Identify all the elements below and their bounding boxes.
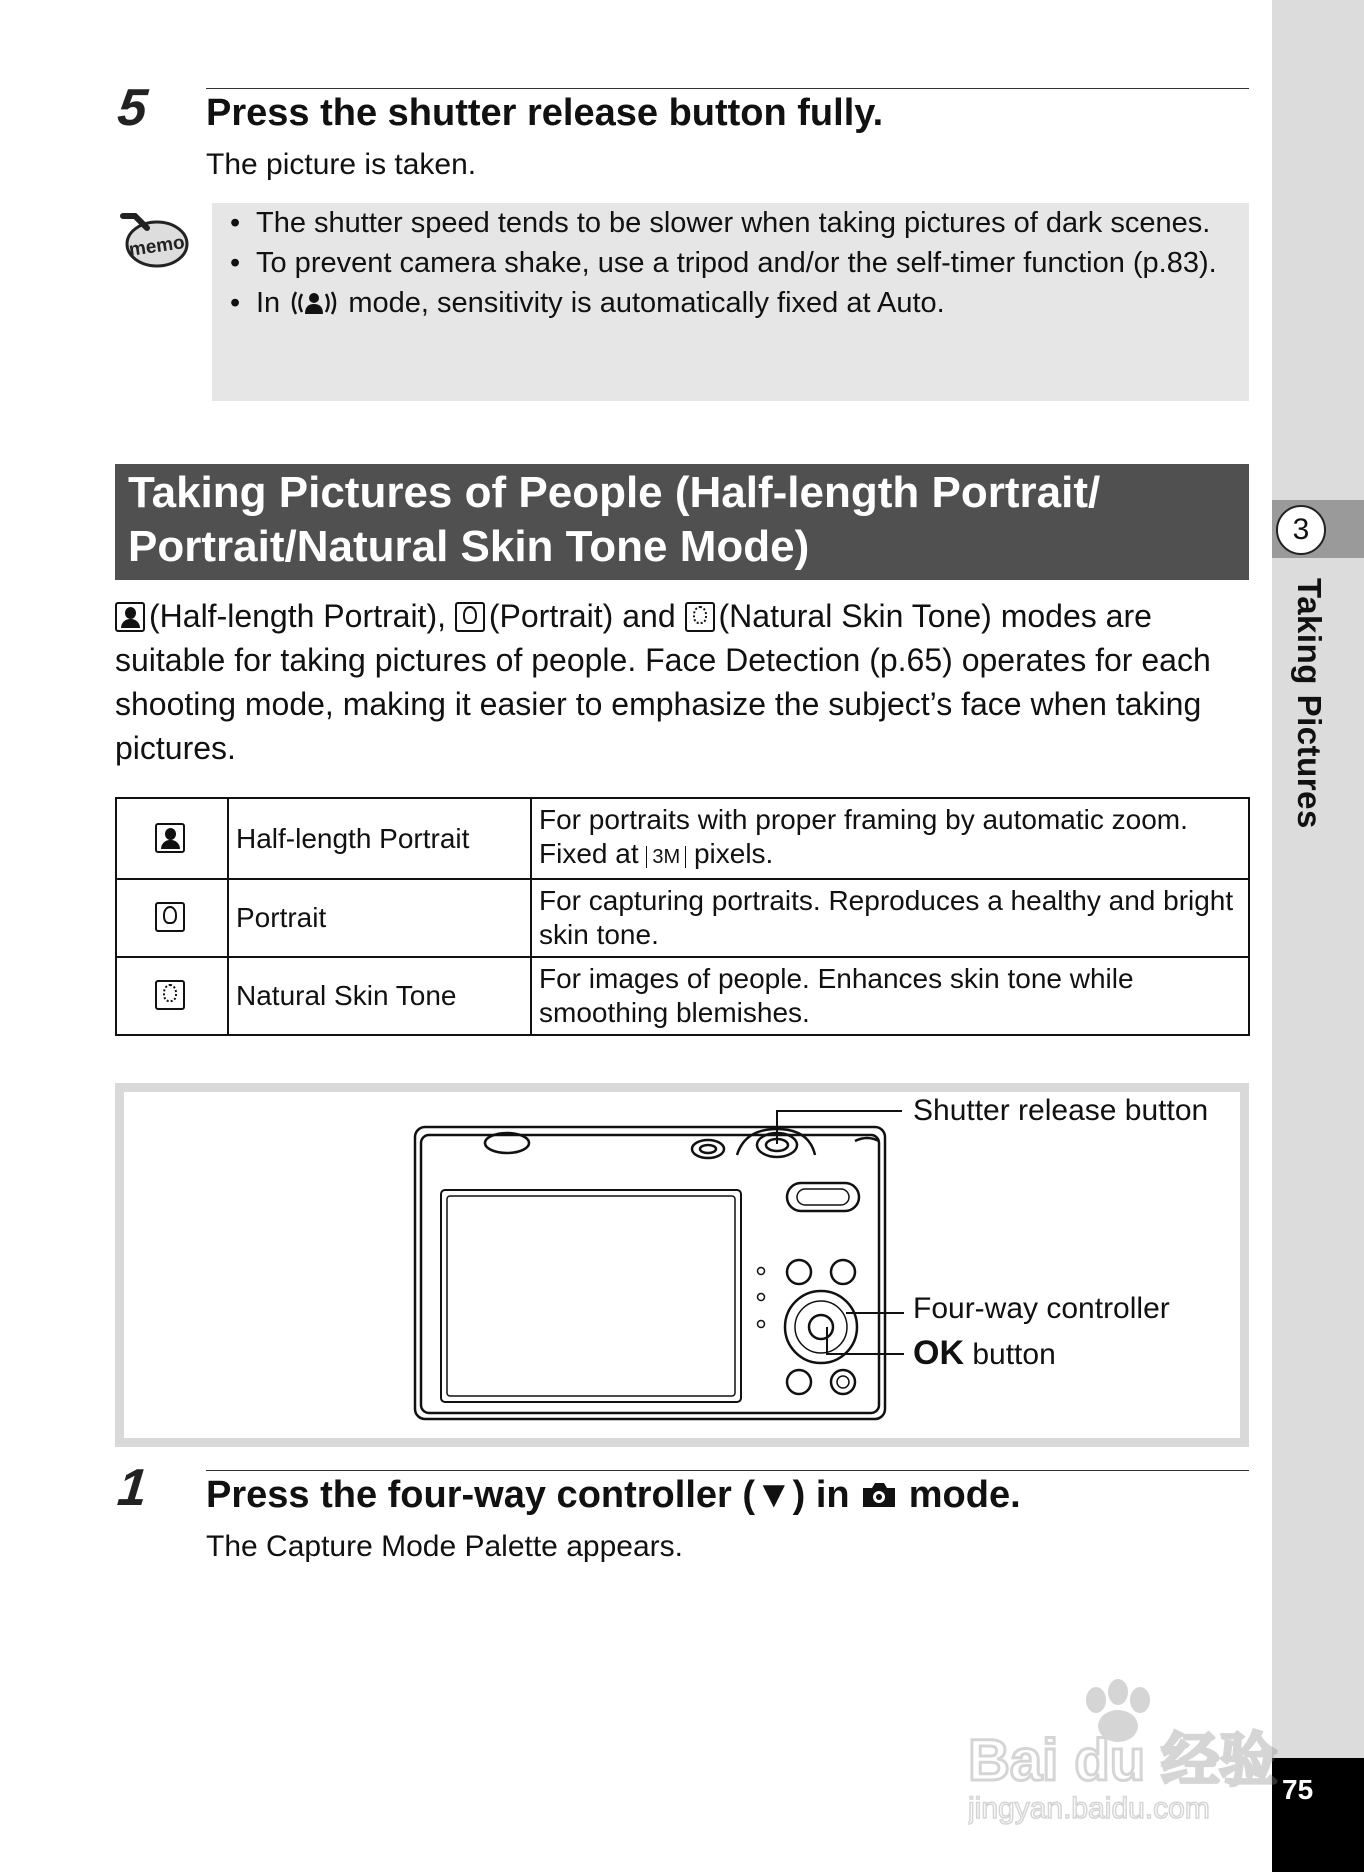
table-icon-cell — [116, 957, 228, 1035]
step-number: 5 — [114, 79, 150, 137]
mode-description-text: pixels. — [693, 838, 774, 869]
intro-part1: (Half-length Portrait), — [149, 598, 446, 634]
callout-line — [846, 1312, 904, 1314]
mode-description: For capturing portraits. Reproduces a healthy and bright skin tone. — [531, 879, 1249, 957]
intro-part2: (Portrait) and — [488, 598, 676, 634]
resolution-badge: 3M — [646, 846, 686, 868]
portrait-icon — [155, 902, 185, 932]
natural-skin-tone-icon — [155, 980, 185, 1010]
intro-part3: (Natural Skin Tone) modes are suitable for taking pictures of people. Face Detection (p.65) operates for each shooting mode, making it easier to emphasize the subject’s face when taking pictures. — [115, 598, 1211, 766]
step-text: The picture is taken. — [206, 148, 477, 181]
memo-item: • To prevent camera shake, use a tripod and/or the self-timer function (p.83). — [226, 245, 1236, 281]
table-row — [116, 957, 1249, 1035]
down-arrow-icon: ▼ — [755, 1474, 793, 1516]
memo-item: • The shutter speed tends to be slower when taking pictures of dark scenes. — [226, 205, 1236, 241]
memo-icon-label: memo — [127, 232, 186, 261]
modes-table — [115, 797, 1250, 1036]
step-number: 1 — [114, 1459, 150, 1517]
natural-skin-tone-icon — [685, 602, 715, 632]
table-row — [116, 798, 1249, 879]
memo-item — [226, 285, 1236, 321]
mode-name: Half-length Portrait — [228, 798, 531, 879]
section-title: Taking Pictures of People (Half-length Portrait/ Portrait/Natural Skin Tone Mode) — [128, 468, 1101, 571]
mode-description-text: For portraits with proper framing by automatic zoom. Fixed at — [539, 804, 1188, 869]
callout-line — [826, 1353, 904, 1355]
watermark-url: jingyan.baidu.com — [968, 1792, 1210, 1825]
half-length-portrait-icon — [115, 602, 145, 632]
step-divider — [206, 88, 1249, 89]
portrait-icon — [455, 602, 485, 632]
chapter-number: 3 — [1276, 505, 1326, 555]
mode-description: For images of people. Enhances skin tone while smoothing blemishes. — [531, 957, 1249, 1035]
step-title-part: Press the four-way controller ( — [206, 1474, 756, 1516]
mode-name: Natural Skin Tone — [228, 957, 531, 1035]
ok-label: OK — [913, 1334, 964, 1372]
memo-icon — [117, 208, 189, 272]
table-icon-cell — [116, 879, 228, 957]
step-title-part: ) in — [792, 1474, 850, 1516]
chapter-title: Taking Pictures — [1291, 578, 1328, 829]
callout-line — [826, 1327, 828, 1355]
digital-sr-icon — [288, 289, 340, 317]
half-length-portrait-icon — [155, 823, 185, 853]
table-icon-cell — [116, 798, 228, 879]
step-title — [206, 1474, 1021, 1517]
shutter-release-callout: Shutter release button — [913, 1094, 1209, 1127]
step-title: Press the shutter release button fully. — [206, 92, 884, 134]
page-number: 75 — [1282, 1774, 1314, 1805]
step-title-part: mode. — [908, 1474, 1021, 1516]
memo-item-prefix: In — [256, 287, 281, 319]
watermark-brand: Bai du 经验 — [968, 1728, 1278, 1793]
table-row — [116, 879, 1249, 957]
ok-button-label: button — [972, 1338, 1056, 1371]
mode-description — [531, 798, 1249, 879]
step-divider — [206, 1470, 1249, 1471]
camera-mode-icon — [860, 1480, 898, 1510]
four-way-controller-callout: Four-way controller — [913, 1292, 1170, 1325]
chapter-sidebar — [1272, 0, 1364, 1872]
intro-paragraph — [115, 594, 1249, 770]
step-text: The Capture Mode Palette appears. — [206, 1530, 683, 1563]
callout-line — [778, 1110, 902, 1112]
baidu-watermark-logo — [968, 1670, 1278, 1830]
ok-button-callout — [913, 1334, 1056, 1373]
memo-item-text: mode, sensitivity is automatically fixed at Auto. — [348, 287, 945, 319]
callout-line — [776, 1110, 778, 1144]
camera-illustration — [405, 1105, 905, 1425]
memo-list — [226, 205, 1236, 325]
mode-name: Portrait — [228, 879, 531, 957]
